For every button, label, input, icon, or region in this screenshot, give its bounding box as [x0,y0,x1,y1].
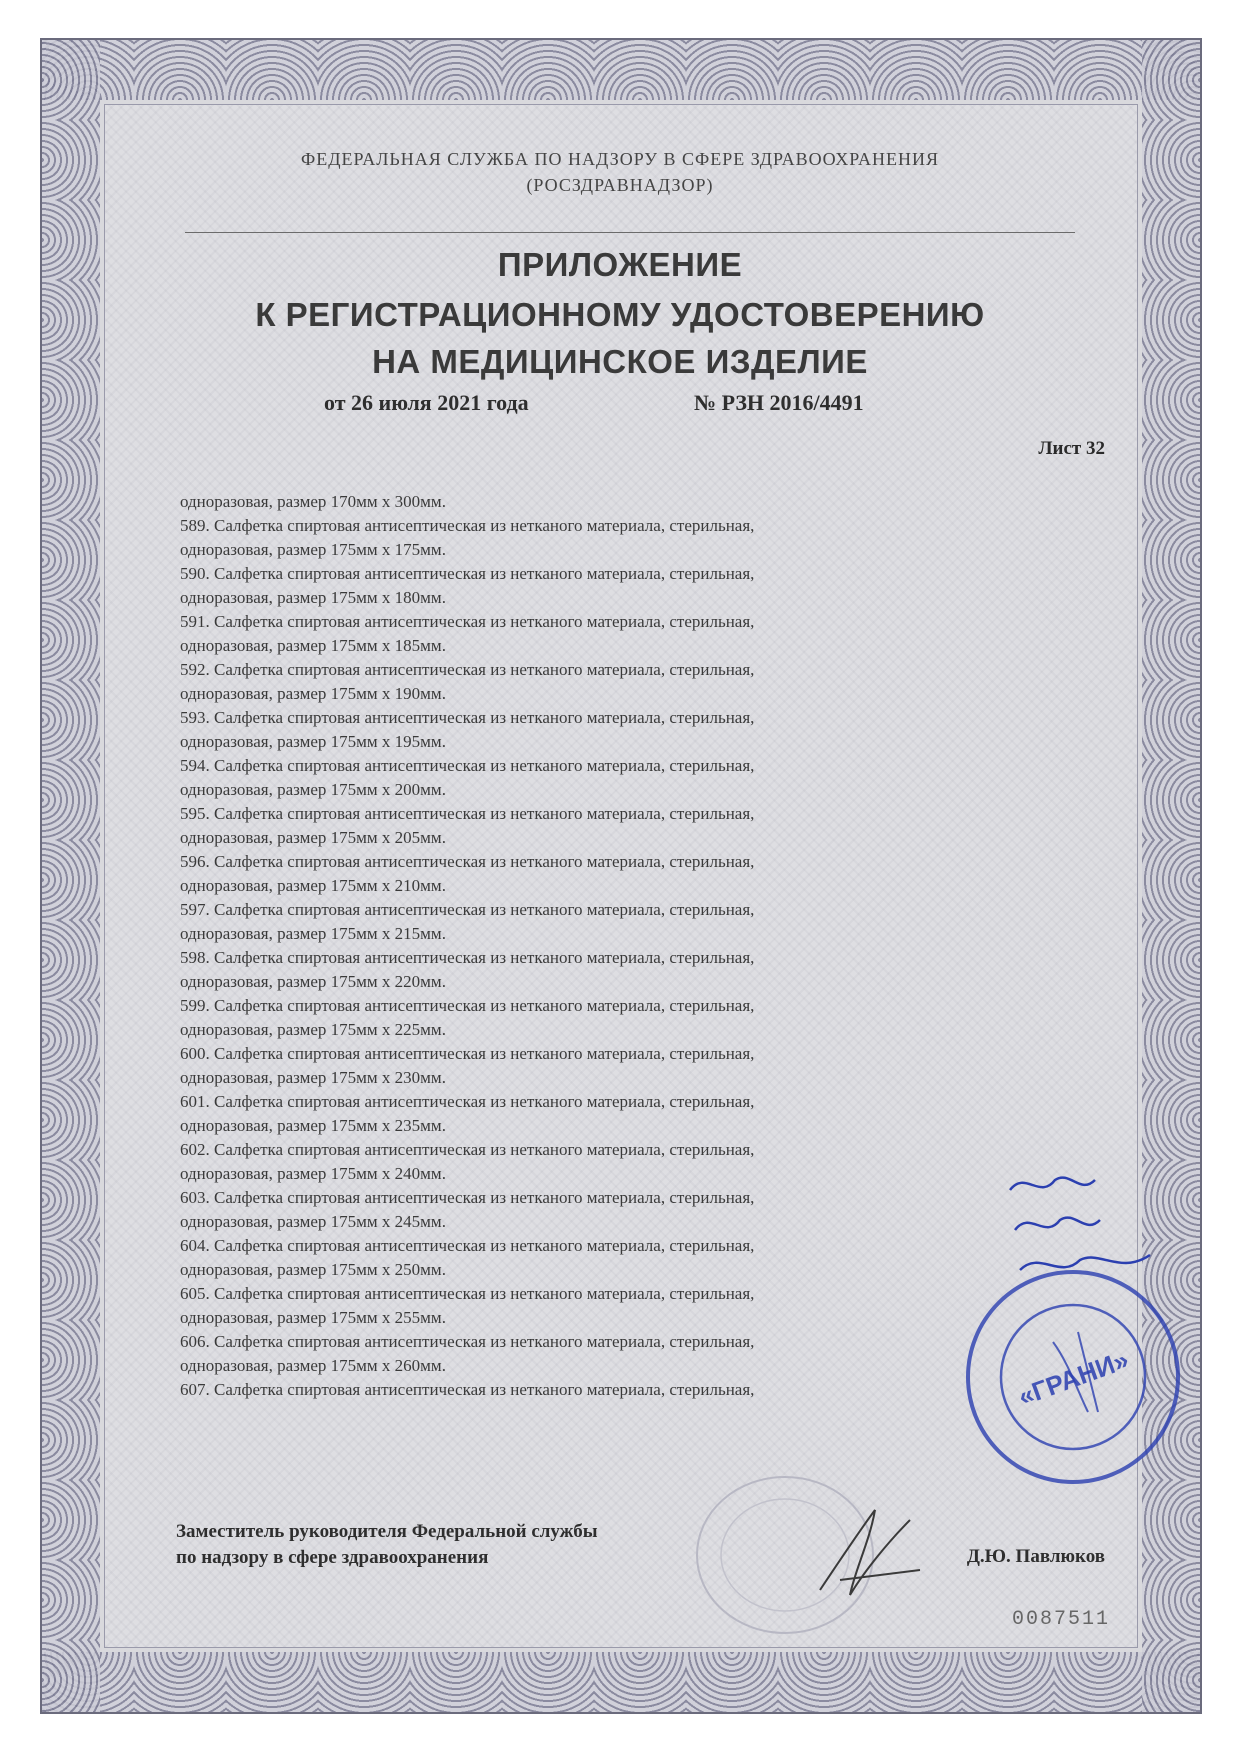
list-line: одноразовая, размер 175мм х 240мм. [180,1164,446,1183]
list-line: одноразовая, размер 175мм х 190мм. [180,684,446,703]
registration-number: № РЗН 2016/4491 [694,390,864,415]
list-line: 592. Салфетка спиртовая антисептическая из нетканого материала, стерильная, [180,660,755,679]
list-line: 589. Салфетка спиртовая антисептическая из нетканого материала, стерильная, [180,516,755,535]
list-line: 601. Салфетка спиртовая антисептическая из нетканого материала, стерильная, [180,1092,755,1111]
agency-name: ФЕДЕРАЛЬНАЯ СЛУЖБА ПО НАДЗОРУ В СФЕРЕ ЗДРАВООХРАНЕНИЯ [301,149,939,169]
guilloche-border-bottom [42,1652,1200,1712]
agency-abbr: (РОСЗДРАВНАДЗОР) [526,175,714,195]
list-line: одноразовая, размер 175мм х 200мм. [180,780,446,799]
list-line: 593. Салфетка спиртовая антисептическая из нетканого материала, стерильная, [180,708,755,727]
signatory-title-line-2: по надзору в сфере здравоохранения [176,1547,489,1568]
serial-number: 0087511 [1011,1608,1110,1631]
list-line: 600. Салфетка спиртовая антисептическая из нетканого материала, стерильная, [180,1044,755,1063]
list-line: одноразовая, размер 175мм х 185мм. [180,636,446,655]
company-stamp [958,1262,1188,1492]
sheet-number: Лист 32 [1038,438,1105,459]
list-line: одноразовая, размер 175мм х 215мм. [180,924,446,943]
list-line: одноразовая, размер 175мм х 180мм. [180,588,446,607]
list-line: 590. Салфетка спиртовая антисептическая из нетканого материала, стерильная, [180,564,755,583]
agency-header [0,146,1240,198]
signature-graphic [800,1500,940,1610]
list-line: одноразовая, размер 175мм х 205мм. [180,828,446,847]
stamp-text: «ГРАНИ» [1014,1344,1133,1412]
guilloche-border-left [42,40,100,1712]
list-line: 591. Салфетка спиртовая антисептическая из нетканого материала, стерильная, [180,612,755,631]
product-list [180,490,1000,1402]
list-line: 598. Салфетка спиртовая антисептическая из нетканого материала, стерильная, [180,948,755,967]
list-line: 597. Салфетка спиртовая антисептическая из нетканого материала, стерильная, [180,900,755,919]
list-line: одноразовая, размер 175мм х 255мм. [180,1308,446,1327]
signatory-title-line-1: Заместитель руководителя Федеральной службы [176,1521,598,1542]
signatory-name: Д.Ю. Павлюков [966,1546,1105,1567]
list-line: одноразовая, размер 175мм х 235мм. [180,1116,446,1135]
list-line: 595. Салфетка спиртовая антисептическая из нетканого материала, стерильная, [180,804,755,823]
guilloche-border-top [42,40,1200,100]
list-line: одноразовая, размер 175мм х 245мм. [180,1212,446,1231]
list-line: одноразовая, размер 175мм х 175мм. [180,540,446,559]
list-line: одноразовая, размер 175мм х 260мм. [180,1356,446,1375]
doc-title-line-2: К РЕГИСТРАЦИОННОМУ УДОСТОВЕРЕНИЮ [255,296,985,333]
list-line: одноразовая, размер 170мм х 300мм. [180,492,446,511]
doc-title-line-3: НА МЕДИЦИНСКОЕ ИЗДЕЛИЕ [372,343,868,380]
list-line: одноразовая, размер 175мм х 220мм. [180,972,446,991]
list-line: 604. Салфетка спиртовая антисептическая из нетканого материала, стерильная, [180,1236,755,1255]
issue-date: от 26 июля 2021 года [324,390,529,415]
list-line: одноразовая, размер 175мм х 210мм. [180,876,446,895]
signatory-title [176,1519,598,1571]
list-line: 606. Салфетка спиртовая антисептическая из нетканого материала, стерильная, [180,1332,755,1351]
header-divider [185,232,1075,233]
list-line: 596. Салфетка спиртовая антисептическая из нетканого материала, стерильная, [180,852,755,871]
list-line: 607. Салфетка спиртовая антисептическая из нетканого материала, стерильная, [180,1380,755,1399]
list-line: одноразовая, размер 175мм х 195мм. [180,732,446,751]
list-line: одноразовая, размер 175мм х 230мм. [180,1068,446,1087]
list-line: 602. Салфетка спиртовая антисептическая из нетканого материала, стерильная, [180,1140,755,1159]
list-line: 605. Салфетка спиртовая антисептическая из нетканого материала, стерильная, [180,1284,755,1303]
list-line: одноразовая, размер 175мм х 250мм. [180,1260,446,1279]
list-line: одноразовая, размер 175мм х 225мм. [180,1020,446,1039]
list-line: 594. Салфетка спиртовая антисептическая из нетканого материала, стерильная, [180,756,755,775]
doc-title-line-1: ПРИЛОЖЕНИЕ [497,246,743,283]
list-line: 599. Салфетка спиртовая антисептическая из нетканого материала, стерильная, [180,996,755,1015]
list-line: 603. Салфетка спиртовая антисептическая из нетканого материала, стерильная, [180,1188,755,1207]
